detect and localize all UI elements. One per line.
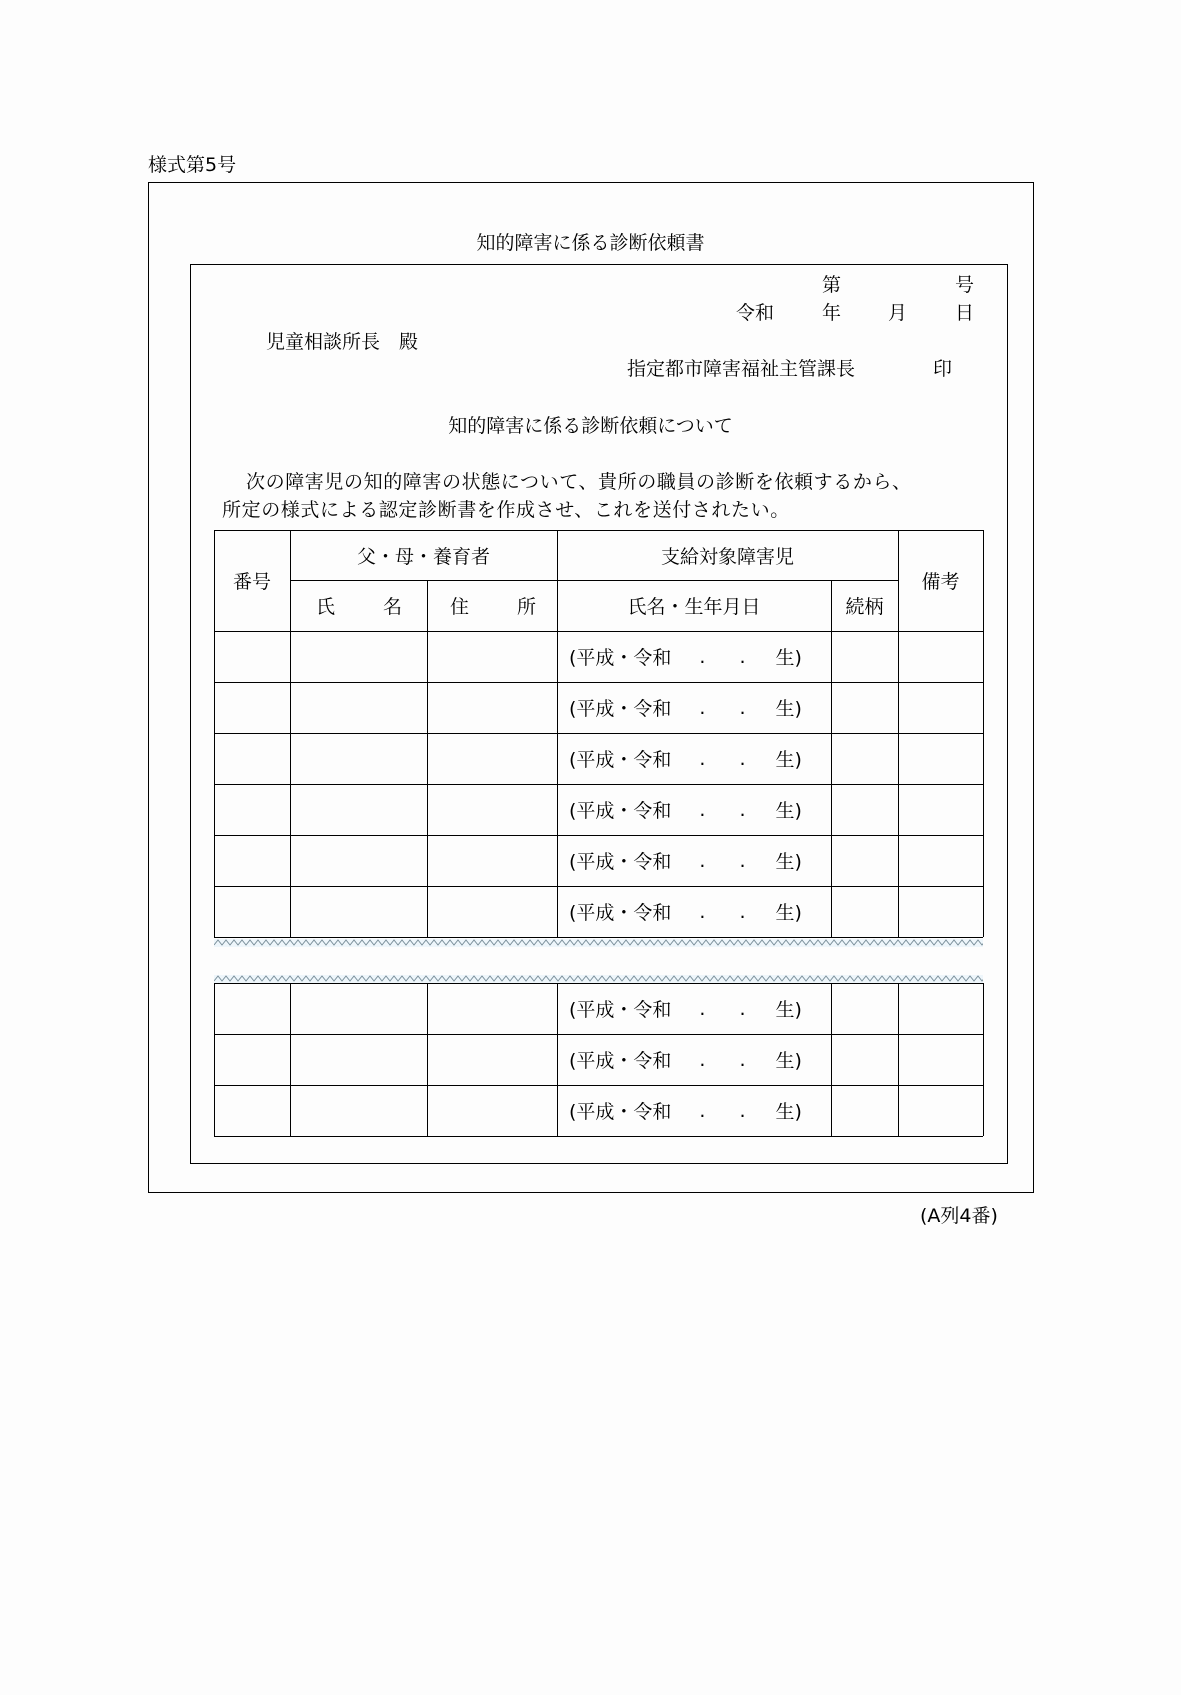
table-row-dob [557,983,831,1034]
column-line [427,733,428,784]
subject-text: 知的障害に係る診断依頼について [448,415,733,437]
column-line [427,983,428,1034]
column-line [290,631,291,682]
column-line [290,784,291,835]
dob-dot: . [699,696,706,719]
header-text: 住 [450,596,470,618]
column-line [214,983,215,1034]
column-line [898,784,899,835]
column-line [831,886,832,937]
column-line [427,784,428,835]
row-line [214,1034,983,1035]
column-line [427,1085,428,1136]
born-label: 生) [775,1050,802,1072]
header-relationship: 続柄 [845,596,884,618]
column-line [898,733,899,784]
column-line [290,530,291,631]
title-text: 知的障害に係る診断依頼書 [476,232,705,254]
column-line [427,835,428,886]
column-line [983,631,984,682]
dob-dot: . [739,1048,746,1071]
era-options: (平成・令和 [569,902,672,924]
body-line-1: 次の障害児の知的障害の状態について、貴所の職員の診断を依頼するから、 [246,471,912,493]
table-row-dob [557,835,831,886]
column-line [427,682,428,733]
column-line [427,1034,428,1085]
column-line [214,784,215,835]
dob-dot: . [739,645,746,668]
dob-dot: . [699,798,706,821]
column-line [831,1085,832,1136]
column-line [290,733,291,784]
dob-dot: . [699,900,706,923]
column-line [557,1085,558,1136]
column-line [427,580,428,631]
body-line-2: 所定の様式による認定診断書を作成させ、これを送付されたい。 [222,499,790,521]
column-line [898,983,899,1034]
column-line [898,530,899,631]
dob-dot: . [739,747,746,770]
dob-dot: . [699,747,706,770]
dob-dot: . [699,1099,706,1122]
header-remarks: 備考 [921,571,960,593]
era-options: (平成・令和 [569,800,672,822]
column-line [214,886,215,937]
paper-size: (A列4番) [920,1205,998,1227]
column-line [831,580,832,631]
column-line [983,835,984,886]
column-line [983,1085,984,1136]
column-line [831,733,832,784]
column-line [290,835,291,886]
header-parent-address [450,580,536,631]
column-line [557,1034,558,1085]
table-bottom [214,1136,983,1137]
table-row-dob [557,1034,831,1085]
column-line [983,733,984,784]
column-line [898,682,899,733]
addressee: 児童相談所長 殿 [266,331,419,353]
form-number: 様式第5号 [148,154,237,176]
born-label: 生) [775,647,802,669]
column-line [557,835,558,886]
table-row-dob [557,1085,831,1136]
header-child-name-dob: 氏名・生年月日 [627,596,761,618]
date-month: 月 [888,302,908,324]
born-label: 生) [775,999,802,1021]
born-label: 生) [775,902,802,924]
header-number: 番号 [232,571,271,593]
column-line [898,886,899,937]
column-line [983,886,984,937]
header-text: 名 [382,596,402,618]
dob-dot: . [699,1048,706,1071]
column-line [831,631,832,682]
number-prefix: 第 [822,274,842,296]
table-row-dob [557,682,831,733]
era-options: (平成・令和 [569,749,672,771]
era-options: (平成・令和 [569,1050,672,1072]
column-line [898,835,899,886]
column-line [983,682,984,733]
era-options: (平成・令和 [569,647,672,669]
column-line [290,1034,291,1085]
born-label: 生) [775,1101,802,1123]
column-line [557,530,558,631]
column-line [898,1085,899,1136]
column-line [557,733,558,784]
dob-dot: . [699,645,706,668]
seal-mark: 印 [933,358,953,380]
dob-dot: . [739,900,746,923]
column-line [290,983,291,1034]
number-suffix: 号 [955,274,975,296]
era-options: (平成・令和 [569,851,672,873]
column-line [831,1034,832,1085]
table-row-dob [557,784,831,835]
column-line [290,886,291,937]
column-line [831,835,832,886]
column-line [898,631,899,682]
dob-dot: . [739,849,746,872]
column-line [831,784,832,835]
header-parents: 父・母・養育者 [356,545,490,568]
born-label: 生) [775,698,802,720]
subject [0,417,1181,436]
column-line [557,886,558,937]
born-label: 生) [775,749,802,771]
sender: 指定都市障害福祉主管課長 [627,358,856,380]
table-row-dob [557,733,831,784]
table-row-dob [557,886,831,937]
column-line [831,983,832,1034]
table-break-wavy-line [214,939,983,947]
column-line [214,733,215,784]
column-line [214,530,215,631]
born-label: 生) [775,800,802,822]
date-era: 令和 [736,302,775,324]
row-line [214,937,983,938]
column-line [557,983,558,1034]
column-line [214,835,215,886]
table-row-dob [557,631,831,682]
column-line [427,631,428,682]
header-text: 氏 [316,596,336,618]
dob-dot: . [699,849,706,872]
dob-dot: . [699,997,706,1020]
column-line [214,682,215,733]
column-line [214,631,215,682]
column-line [557,682,558,733]
era-options: (平成・令和 [569,698,672,720]
column-line [427,886,428,937]
dob-dot: . [739,798,746,821]
document-title [0,234,1181,253]
column-line [557,784,558,835]
column-line [983,1034,984,1085]
header-parent-name [316,580,402,631]
born-label: 生) [775,851,802,873]
era-options: (平成・令和 [569,1101,672,1123]
era-options: (平成・令和 [569,999,672,1021]
dob-dot: . [739,1099,746,1122]
dob-dot: . [739,997,746,1020]
header-text: 所 [516,596,536,618]
column-line [290,682,291,733]
column-line [983,983,984,1034]
date-day: 日 [955,302,975,324]
column-line [983,530,984,631]
dob-dot: . [739,696,746,719]
header-child: 支給対象障害児 [660,545,794,568]
column-line [214,1085,215,1136]
column-line [831,682,832,733]
column-line [290,1085,291,1136]
column-line [898,1034,899,1085]
date-year: 年 [822,302,842,324]
column-line [557,631,558,682]
column-line [214,1034,215,1085]
column-line [983,784,984,835]
